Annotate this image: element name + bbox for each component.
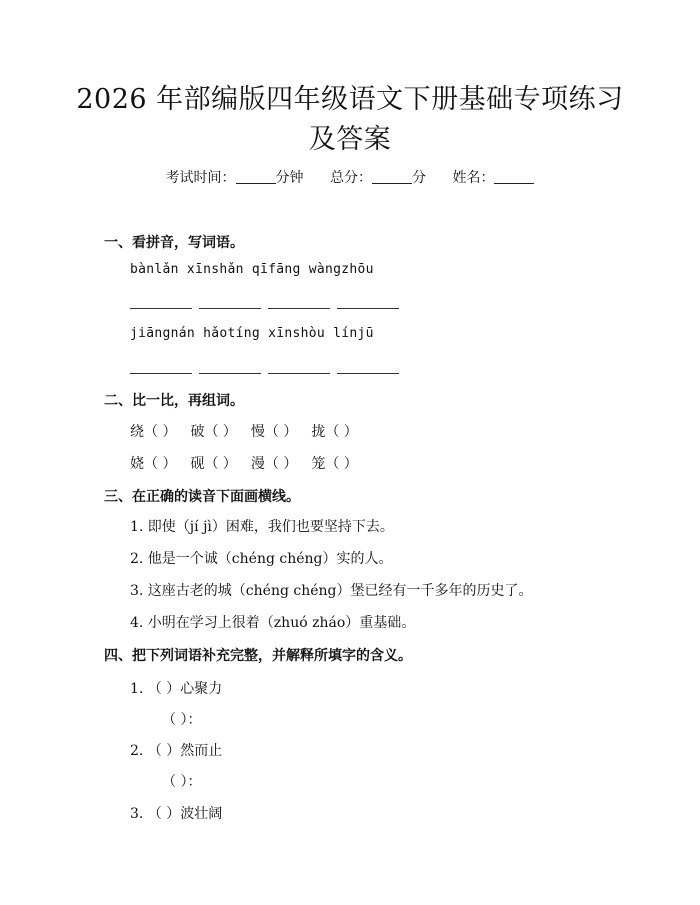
page-title (0, 80, 700, 160)
compare-row-1 (130, 421, 372, 441)
idiom-question: 3. （ ）波壮阔 (130, 806, 223, 822)
name-blank[interactable] (494, 169, 534, 184)
answer-blank[interactable] (130, 372, 192, 374)
answer-blanks-row-1 (130, 307, 399, 309)
title-line-2: 及答案 (308, 124, 392, 155)
section-4-heading: 四、把下列词语补充完整，并解释所填字的含义。 (104, 648, 412, 664)
answer-blank[interactable] (337, 372, 399, 374)
section-2-heading: 二、比一比，再组词。 (104, 393, 244, 409)
answer-blanks-row-2 (130, 372, 399, 374)
compare-item: 绕（ ） (130, 424, 177, 440)
name-field (452, 170, 534, 186)
compare-item: 砚（ ） (190, 456, 237, 472)
pinyin-row-1: bànlǎn xīnshǎn qīfāng wàngzhōu (130, 262, 374, 277)
answer-blank[interactable] (130, 307, 192, 309)
score-blank[interactable] (372, 169, 412, 184)
answer-blank[interactable] (337, 307, 399, 309)
time-field (166, 170, 308, 186)
idiom-question: 2. （ ）然而止 (130, 743, 223, 759)
name-label: 姓名： (452, 170, 495, 186)
pronunciation-item: 3. 这座古老的城（chéng chéng）堡已经有一千多年的历史了。 (130, 583, 533, 599)
compare-item: 笼（ ） (311, 456, 358, 472)
score-unit: 分 (412, 170, 426, 186)
compare-item: 拢（ ） (311, 424, 358, 440)
exam-info (0, 167, 700, 187)
section-3-heading: 三、在正确的读音下面画横线。 (104, 489, 300, 505)
answer-blank[interactable] (199, 372, 261, 374)
idiom-explanation: （ ）： (162, 712, 202, 728)
answer-blank[interactable] (199, 307, 261, 309)
idiom-question: 1. （ ）心聚力 (130, 681, 223, 697)
pronunciation-item: 1. 即使（jí jì）困难，我们也要坚持下去。 (130, 519, 394, 535)
time-unit: 分钟 (275, 170, 304, 186)
compare-row-2 (130, 453, 372, 473)
compare-item: 慢（ ） (250, 424, 298, 440)
time-label: 考试时间： (165, 170, 236, 186)
pronunciation-item: 2. 他是一个诚（chéng chéng）实的人。 (130, 551, 393, 567)
score-field (330, 170, 430, 186)
title-line-1: 2026 年部编版四年级语文下册基础专项练习 (76, 84, 624, 115)
compare-item: 破（ ） (190, 424, 237, 440)
time-blank[interactable] (236, 169, 276, 184)
score-label: 总分： (330, 170, 372, 186)
pinyin-row-2: jiāngnán hǎotíng xīnshòu línjū (130, 326, 374, 341)
compare-item: 娆（ ） (130, 456, 177, 472)
answer-blank[interactable] (268, 307, 330, 309)
idiom-explanation: （ ）： (162, 774, 202, 790)
answer-blank[interactable] (268, 372, 330, 374)
section-1-heading: 一、看拼音，写词语。 (104, 235, 244, 251)
compare-item: 漫（ ） (250, 456, 298, 472)
pronunciation-item: 4. 小明在学习上很着（zhuó zháo）重基础。 (130, 615, 416, 631)
